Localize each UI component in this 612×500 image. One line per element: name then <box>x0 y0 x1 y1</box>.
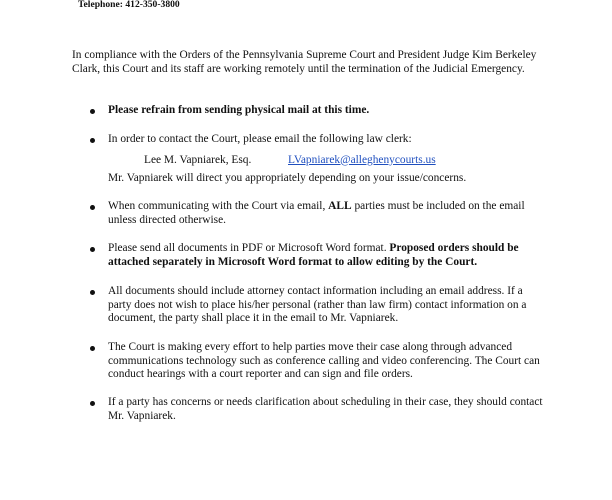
intro-paragraph: In compliance with the Orders of the Pennsylvania Supreme Court and President Judge Kim Berkeley Clark, this Court and its staff are working remotely until the termination of the Judicial Emergency. <box>72 49 537 75</box>
list-item <box>108 133 546 186</box>
attorney-contact-text: All documents should include attorney contact information including an email address. If a party does not wish to place his/her personal (rather than law firm) contact information on a document, the party shall place it in the email to Mr. Vapniarek. <box>108 285 527 325</box>
bullet-icon <box>90 205 95 210</box>
bullet-icon <box>90 401 95 406</box>
list-item <box>108 104 546 118</box>
list-item <box>108 341 546 382</box>
clerk-contact-line <box>108 154 546 168</box>
email-parties-text-start: When communicating with the Court via email, <box>108 200 329 212</box>
list-item <box>108 242 546 269</box>
proposed-orders-notice: Proposed orders should be attached separately in Microsoft Word format to allow editing by the Court. <box>108 242 519 268</box>
email-parties-text-end: parties must be included on the email unless directed otherwise. <box>108 200 525 226</box>
bullet-icon <box>90 109 95 114</box>
document-format-text: Please send all documents in PDF or Microsoft Word format. <box>108 242 390 254</box>
bullet-icon <box>90 247 95 252</box>
telephone-line: Telephone: 412-350-3800 <box>78 0 180 10</box>
list-item <box>108 396 546 423</box>
clerk-direction-note: Mr. Vapniarek will direct you appropriately depending on your issue/concerns. <box>108 172 467 185</box>
no-mail-notice: Please refrain from sending physical mail at this time. <box>108 104 370 116</box>
bullet-icon <box>90 138 95 143</box>
clerk-email-link[interactable]: LVapniarek@alleghenycourts.us <box>288 153 436 166</box>
email-parties-emphasis: ALL <box>328 200 352 212</box>
list-item <box>108 200 546 227</box>
clerk-name: Lee M. Vapniarek, Esq. <box>144 153 252 166</box>
contact-instruction: In order to contact the Court, please email the following law clerk: <box>108 133 412 145</box>
technology-text: The Court is making every effort to help parties move their case along through advanced communications technology such as conference calling and video conferencing. The Court can conduct hearings with a court reporter and can sign and file orders. <box>108 341 540 381</box>
bullet-icon <box>90 346 95 351</box>
list-item <box>108 285 546 326</box>
bullet-icon <box>90 290 95 295</box>
scheduling-text: If a party has concerns or needs clarification about scheduling in their case, they should contact Mr. Vapniarek. <box>108 396 543 422</box>
